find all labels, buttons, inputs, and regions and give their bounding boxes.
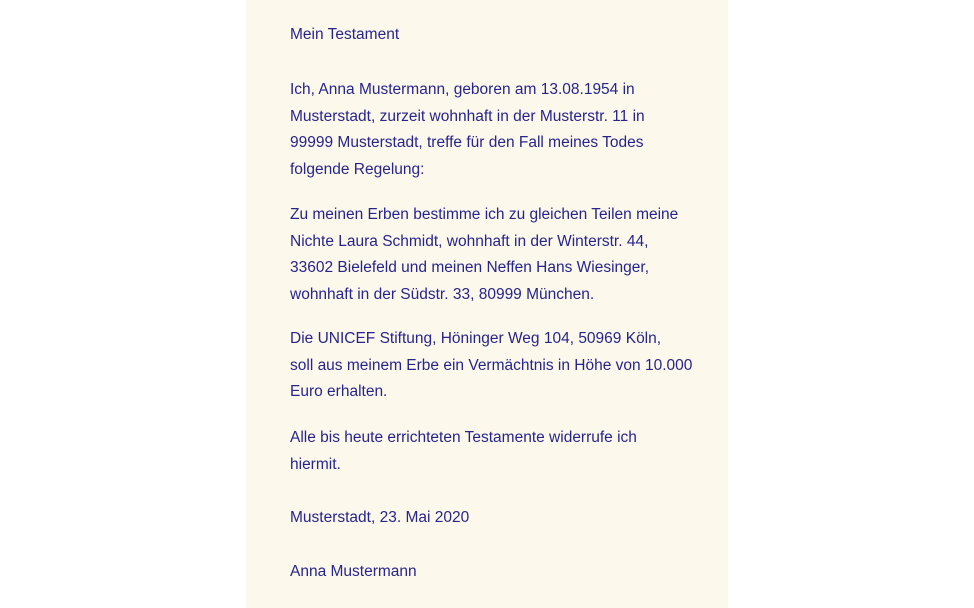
text-line: hiermit. bbox=[290, 455, 341, 473]
paragraph-heirs bbox=[290, 202, 678, 309]
text-line: wohnhaft in der Südstr. 33, 80999 München. bbox=[290, 286, 595, 304]
testament-page bbox=[246, 0, 728, 608]
text-line: folgende Regelung: bbox=[290, 161, 425, 179]
place-date: Musterstadt, 23. Mai 2020 bbox=[290, 509, 470, 526]
signature: Anna Mustermann bbox=[290, 563, 417, 580]
text-line: Musterstadt, zurzeit wohnhaft in der Musterstr. 11 in bbox=[290, 107, 645, 125]
text-line: soll aus meinem Erbe ein Vermächtnis in Höhe von 10.000 bbox=[290, 356, 693, 374]
text-line: Alle bis heute errichteten Testamente widerrufe ich bbox=[290, 429, 637, 446]
text-line: Die UNICEF Stiftung, Höninger Weg 104, 50969 Köln, bbox=[290, 330, 662, 347]
text-line: Ich, Anna Mustermann, geboren am 13.08.1954 in bbox=[290, 81, 635, 98]
text-line: Euro erhalten. bbox=[290, 383, 388, 401]
text-line: Nichte Laura Schmidt, wohnhaft in der Winterstr. 44, bbox=[290, 232, 649, 250]
paragraph-legacy bbox=[290, 326, 692, 406]
paragraph-revocation bbox=[290, 425, 637, 478]
document-title: Mein Testament bbox=[290, 26, 400, 43]
paragraph-declaration bbox=[290, 77, 645, 184]
text-line: 99999 Musterstadt, treffe für den Fall meines Todes bbox=[290, 134, 644, 152]
text-line: Zu meinen Erben bestimme ich zu gleichen Teilen meine bbox=[290, 206, 679, 223]
text-line: 33602 Bielefeld und meinen Neffen Hans Wiesinger, bbox=[290, 259, 650, 277]
